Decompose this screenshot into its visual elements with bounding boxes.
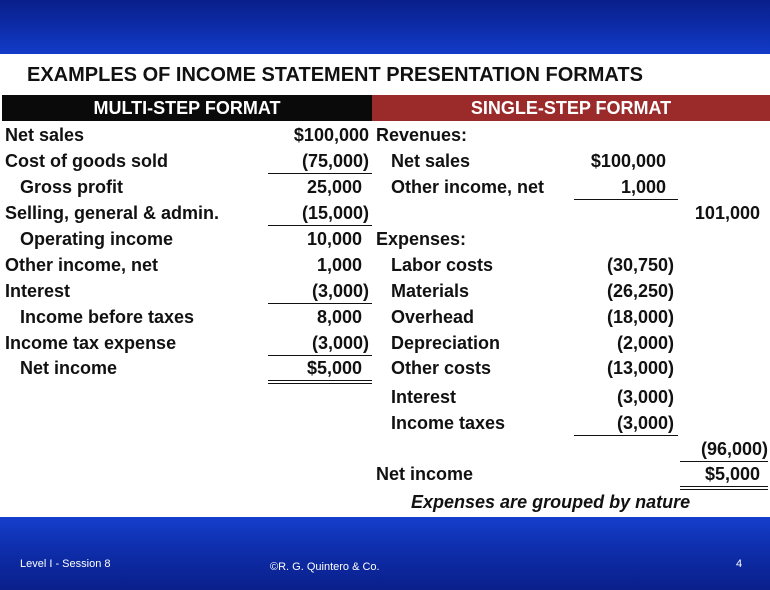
ss-label-materials: Materials xyxy=(391,281,470,301)
ss-revenues-label: Revenues: xyxy=(376,125,468,145)
ms-value-net-sales: $100,000 xyxy=(293,125,369,145)
ms-label-net-sales: Net sales xyxy=(5,125,85,145)
footer-copyright: ©R. G. Quintero & Co. xyxy=(270,561,380,573)
ss-label-depreciation: Depreciation xyxy=(391,333,501,353)
ss-label-labor-costs: Labor costs xyxy=(391,255,494,275)
ms-value-income-tax: (3,000) xyxy=(311,333,369,353)
ss-revenues-total: 101,000 xyxy=(694,203,760,223)
ms-double-rule-bottom xyxy=(268,383,372,384)
ss-label-interest: Interest xyxy=(391,387,457,407)
single-step-header: SINGLE-STEP FORMAT xyxy=(372,95,770,121)
ms-label-sga: Selling, general & admin. xyxy=(5,203,220,223)
ss-net-sales-label: Net sales xyxy=(391,151,471,171)
ss-value-materials: (26,250) xyxy=(606,281,674,301)
ss-value-income-taxes: (3,000) xyxy=(616,413,674,433)
ms-value-gross-profit: 25,000 xyxy=(306,177,362,197)
ms-value-other-income: 1,000 xyxy=(316,255,362,275)
ms-value-cogs: (75,000) xyxy=(301,151,369,171)
ms-label-interest: Interest xyxy=(5,281,71,301)
ms-rule-after-sga xyxy=(268,225,372,226)
ms-label-other-income: Other income, net xyxy=(5,255,159,275)
ms-label-net-income: Net income xyxy=(20,358,118,378)
ss-note: Expenses are grouped by nature xyxy=(411,492,691,512)
ms-rule-after-interest xyxy=(268,303,372,304)
ms-label-operating-income: Operating income xyxy=(20,229,174,249)
ms-value-interest: (3,000) xyxy=(311,281,369,301)
ms-label-income-tax: Income tax expense xyxy=(5,333,177,353)
ss-other-income-value: 1,000 xyxy=(620,177,666,197)
ms-rule-after-cogs xyxy=(268,173,372,174)
ss-value-depreciation: (2,000) xyxy=(616,333,674,353)
ss-value-other-costs: (13,000) xyxy=(606,358,674,378)
slide-title: EXAMPLES OF INCOME STATEMENT PRESENTATION FORMATS xyxy=(27,64,643,86)
ss-net-income-label: Net income xyxy=(376,464,474,484)
ss-expenses-total: (96,000) xyxy=(700,439,768,459)
ss-net-income-value: $5,000 xyxy=(704,464,760,484)
multi-step-header: MULTI-STEP FORMAT xyxy=(2,95,372,121)
footer-page-number: 4 xyxy=(736,558,743,570)
ms-double-rule-top xyxy=(268,380,372,381)
bottom-banner xyxy=(0,517,770,590)
ss-double-rule-top xyxy=(680,486,768,487)
ms-value-sga: (15,000) xyxy=(301,203,369,223)
ss-double-rule-bottom xyxy=(680,489,768,490)
ms-value-net-income: $5,000 xyxy=(306,358,362,378)
ms-rule-after-tax xyxy=(268,355,372,356)
ss-value-interest: (3,000) xyxy=(616,387,674,407)
ss-value-overhead: (18,000) xyxy=(606,307,674,327)
ms-value-operating-income: 10,000 xyxy=(306,229,362,249)
ss-expenses-label: Expenses: xyxy=(376,229,467,249)
ss-value-labor-costs: (30,750) xyxy=(606,255,674,275)
ss-rule-after-revenues xyxy=(574,199,678,200)
ss-label-other-costs: Other costs xyxy=(391,358,492,378)
ss-label-overhead: Overhead xyxy=(391,307,475,327)
ms-label-income-before-taxes: Income before taxes xyxy=(20,307,195,327)
ss-rule-after-expenses xyxy=(574,435,678,436)
ms-label-cogs: Cost of goods sold xyxy=(5,151,168,171)
ss-label-income-taxes: Income taxes xyxy=(391,413,506,433)
ms-value-income-before-taxes: 8,000 xyxy=(316,307,362,327)
top-banner xyxy=(0,0,770,54)
ss-rule-after-expenses-total xyxy=(680,461,768,462)
footer-session: Level I - Session 8 xyxy=(20,558,111,570)
ms-label-gross-profit: Gross profit xyxy=(20,177,124,197)
ss-other-income-label: Other income, net xyxy=(391,177,545,197)
ss-net-sales-value: $100,000 xyxy=(590,151,666,171)
